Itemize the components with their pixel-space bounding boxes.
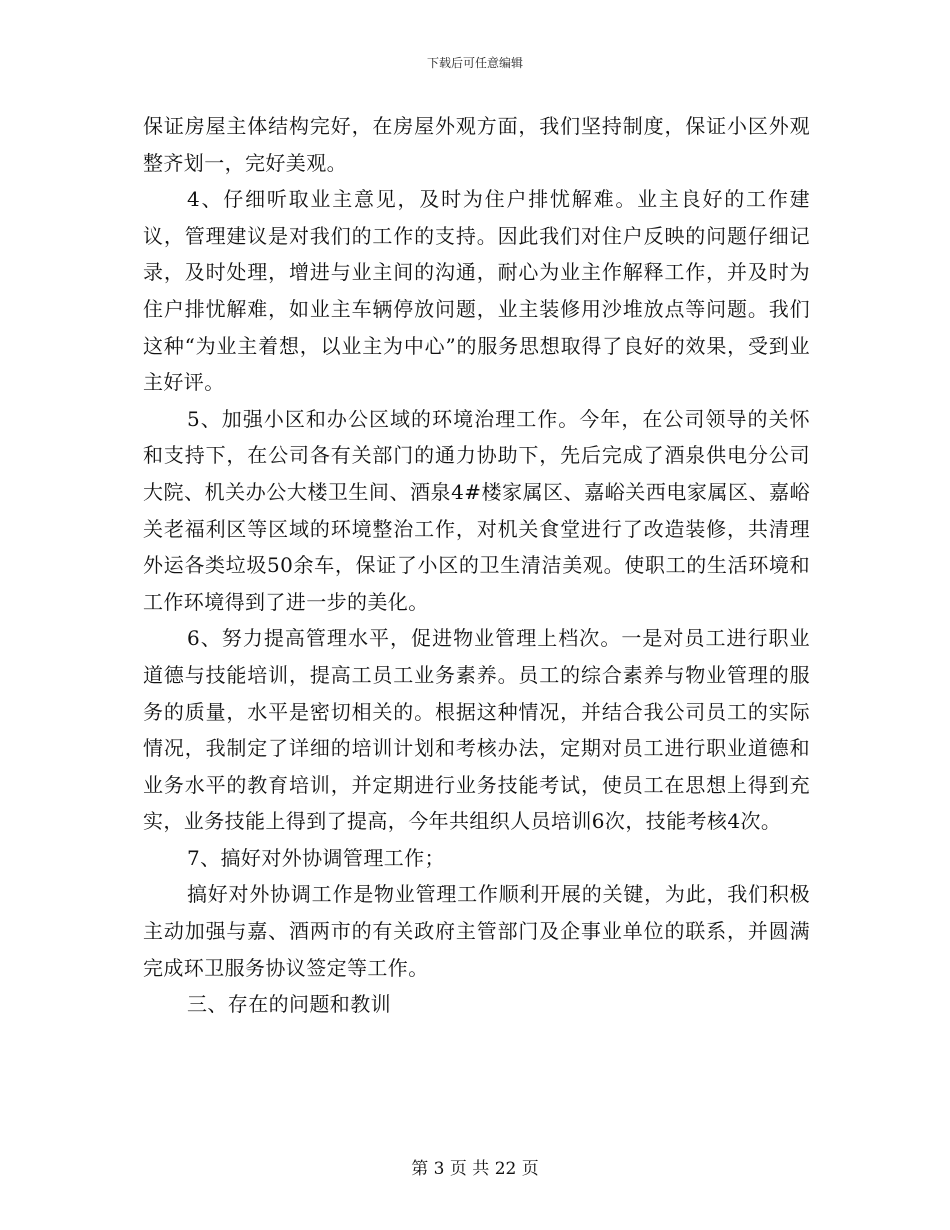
paragraph-item-4: 4、仔细听取业主意见，及时为住户排忧解难。业主良好的工作建议，管理建议是对我们的工作的支持。因此我们对住户反映的问题仔细记录，及时处理，增进与业主间的沟通，耐心为业主作解释工作，并及时为住户排忧解难，如业主车辆停放问题，业主装修用沙堆放点等问题。我们这种“为业主着想，以业主为中心”的服务思想取得了良好的效果，受到业主好评。	[143, 187, 810, 395]
paragraph-item-6: 6、努力提高管理水平，促进物业管理上档次。一是对员工进行职业道德与技能培训，提高工员工业务素养。员工的综合素养与物业管理的服务的质量，水平是密切相关的。根据这种情况，并结合我公司员工的实际情况，我制定了详细的培训计划和考核办法，定期对员工进行职业道德和业务水平的教育培训，并定期进行业务技能考试，使员工在思想上得到充实，业务技能上得到了提高，今年共组织人员培训6次，技能考核4次。	[143, 626, 810, 834]
paragraph-continuation: 保证房屋主体结构完好，在房屋外观方面，我们坚持制度，保证小区外观整齐划一，完好美观。	[143, 114, 810, 175]
paragraph-item-7-body: 搞好对外协调工作是物业管理工作顺利开展的关键，为此，我们积极主动加强与嘉、酒两市的有关政府主管部门及企事业单位的联系，并圆满完成环卫服务协议签定等工作。	[143, 882, 810, 980]
document-body	[143, 108, 810, 1023]
section-heading-3: 三、存在的问题和教训	[187, 992, 391, 1017]
paragraph-item-5: 5、加强小区和办公区域的环境治理工作。今年，在公司领导的关怀和支持下，在公司各有关部门的通力协助下，先后完成了酒泉供电分公司大院、机关办公大楼卫生间、酒泉4#楼家属区、嘉峪关西电家属区、嘉峪关老福利区等区域的环境整治工作，对机关食堂进行了改造装修，共清理外运各类垃圾50余车，保证了小区的卫生清洁美观。使职工的生活环境和工作环境得到了进一步的美化。	[143, 406, 810, 614]
page-footer: 第 3 页 共 22 页	[411, 1159, 539, 1179]
page-header: 下载后可任意编辑	[426, 56, 523, 70]
paragraph-item-7-heading: 7、搞好对外协调管理工作；	[187, 845, 445, 870]
